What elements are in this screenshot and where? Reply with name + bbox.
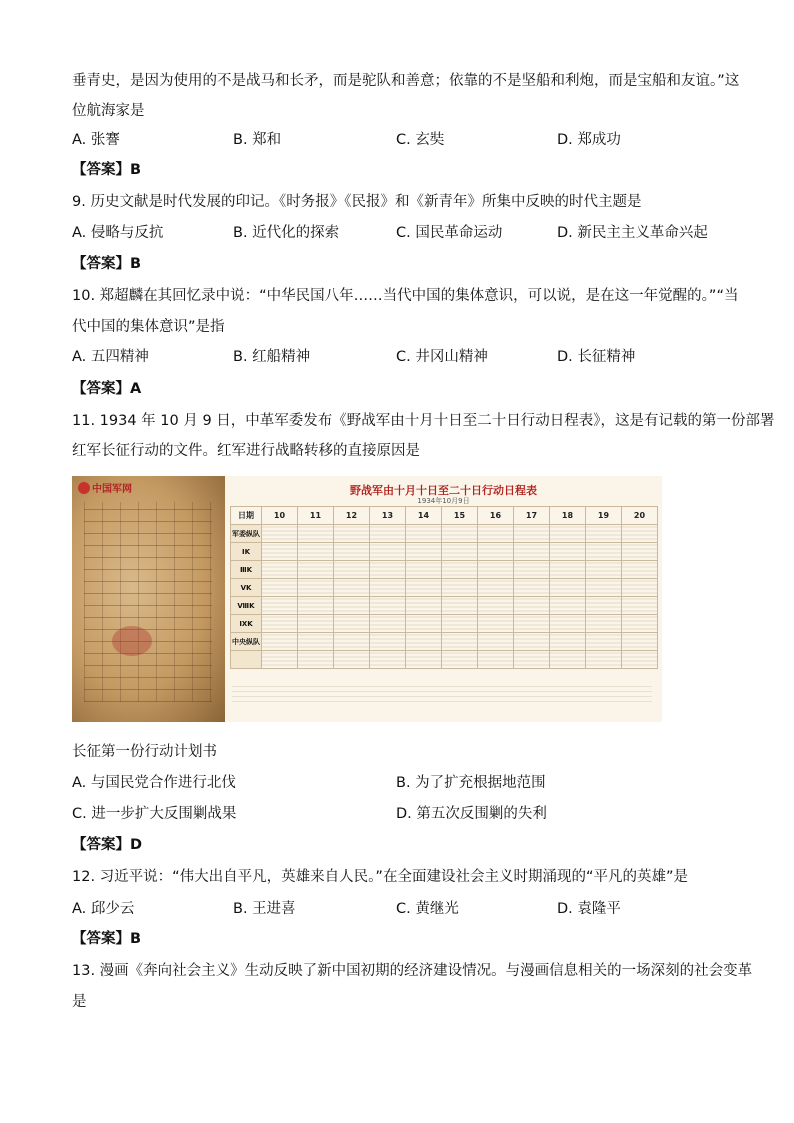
unit-label: ⅢK bbox=[231, 561, 262, 579]
q8-answer: 【答案】B bbox=[72, 162, 142, 178]
seal-stamp bbox=[112, 626, 152, 656]
figure-caption: 长征第一份行动计划书 bbox=[72, 744, 217, 760]
unit-label: ⅧK bbox=[231, 597, 262, 615]
day-header: 16 bbox=[478, 507, 514, 525]
schedule-row bbox=[231, 579, 658, 597]
q11-option-c: C. 进一步扩大反围剿战果 bbox=[72, 806, 237, 822]
schedule-table-date: 1934年10月9日 bbox=[417, 497, 470, 505]
q8-option-d: D. 郑成功 bbox=[557, 132, 621, 148]
q8-option-a: A. 张謇 bbox=[72, 132, 120, 148]
q11-option-a: A. 与国民党合作进行北伐 bbox=[72, 775, 236, 791]
schedule-table-title: 野战军由十月十日至二十日行动日程表 bbox=[350, 484, 537, 497]
q9-option-b: B. 近代化的探索 bbox=[233, 225, 340, 241]
schedule-row bbox=[231, 633, 658, 651]
q10-option-b: B. 红船精神 bbox=[233, 349, 311, 365]
q10-answer: 【答案】A bbox=[72, 381, 142, 397]
schedule-row bbox=[231, 615, 658, 633]
schedule-row bbox=[231, 651, 658, 669]
q9-option-c: C. 国民革命运动 bbox=[396, 225, 503, 241]
unit-label: 军委纵队 bbox=[231, 525, 262, 543]
schedule-row bbox=[231, 597, 658, 615]
q10-option-c: C. 井冈山精神 bbox=[396, 349, 488, 365]
q12-stem: 12. 习近平说：“伟大出自平凡，英雄来自人民。”在全面建设社会主义时期涌现的“平凡的英雄”是 bbox=[72, 869, 688, 885]
q9-answer: 【答案】B bbox=[72, 256, 142, 272]
q10-stem-line2: 代中国的集体意识”是指 bbox=[72, 319, 225, 335]
q10-option-a: A. 五四精神 bbox=[72, 349, 149, 365]
q8-stem-line1: 垂青史，是因为使用的不是战马和长矛，而是驼队和善意；依靠的不是坚船和利炮，而是宝船和友谊。”这 bbox=[72, 73, 740, 89]
q10-option-d: D. 长征精神 bbox=[557, 349, 636, 365]
q10-stem-line1: 10. 郑超麟在其回忆录中说：“中华民国八年……当代中国的集体意识，可以说，是在这一年觉醒的。”“当 bbox=[72, 288, 739, 304]
unit-label: ⅤK bbox=[231, 579, 262, 597]
schedule-row bbox=[231, 561, 658, 579]
q13-stem-line2: 是 bbox=[72, 994, 87, 1010]
unit-label: 中央纵队 bbox=[231, 633, 262, 651]
q8-stem-line2: 位航海家是 bbox=[72, 103, 145, 119]
q11-figure bbox=[72, 476, 662, 722]
schedule-table bbox=[230, 506, 658, 669]
q12-answer: 【答案】B bbox=[72, 931, 142, 947]
unit-label: ⅨK bbox=[231, 615, 262, 633]
chinamil-logo: 中国军网 bbox=[78, 480, 132, 495]
day-header: 17 bbox=[514, 507, 550, 525]
day-header: 20 bbox=[622, 507, 658, 525]
day-header: 15 bbox=[442, 507, 478, 525]
day-header: 11 bbox=[298, 507, 334, 525]
q11-answer: 【答案】D bbox=[72, 837, 143, 853]
day-header: 19 bbox=[586, 507, 622, 525]
day-header: 18 bbox=[550, 507, 586, 525]
header-corner: 日期 bbox=[231, 507, 262, 525]
schedule-footnote bbox=[232, 682, 652, 706]
q11-stem-line1: 11. 1934 年 10 月 9 日，中革军委发布《野战军由十月十日至二十日行动日程表》，这是有记载的第一份部署 bbox=[72, 413, 775, 429]
historical-document-photo bbox=[72, 476, 225, 722]
q8-option-b: B. 郑和 bbox=[233, 132, 282, 148]
day-header: 10 bbox=[262, 507, 298, 525]
q9-option-a: A. 侵略与反抗 bbox=[72, 225, 164, 241]
q13-stem-line1: 13. 漫画《奔向社会主义》生动反映了新中国初期的经济建设情况。与漫画信息相关的一场深刻的社会变革 bbox=[72, 963, 753, 979]
q11-option-d: D. 第五次反围剿的失利 bbox=[396, 806, 547, 822]
day-header: 14 bbox=[406, 507, 442, 525]
q12-option-c: C. 黄继光 bbox=[396, 901, 459, 917]
q8-option-c: C. 玄奘 bbox=[396, 132, 445, 148]
q12-option-d: D. 袁隆平 bbox=[557, 901, 621, 917]
q9-option-d: D. 新民主主义革命兴起 bbox=[557, 225, 708, 241]
day-header: 13 bbox=[370, 507, 406, 525]
q12-option-a: A. 邱少云 bbox=[72, 901, 135, 917]
q9-stem: 9. 历史文献是时代发展的印记。《时务报》《民报》和《新青年》所集中反映的时代主题是 bbox=[72, 194, 642, 210]
q11-option-b: B. 为了扩充根据地范围 bbox=[396, 775, 546, 791]
day-header: 12 bbox=[334, 507, 370, 525]
unit-label: ⅠK bbox=[231, 543, 262, 561]
q11-stem-line2: 红军长征行动的文件。红军进行战略转移的直接原因是 bbox=[72, 443, 420, 459]
schedule-header-row bbox=[231, 507, 658, 525]
schedule-row bbox=[231, 525, 658, 543]
q12-option-b: B. 王进喜 bbox=[233, 901, 296, 917]
schedule-row bbox=[231, 543, 658, 561]
